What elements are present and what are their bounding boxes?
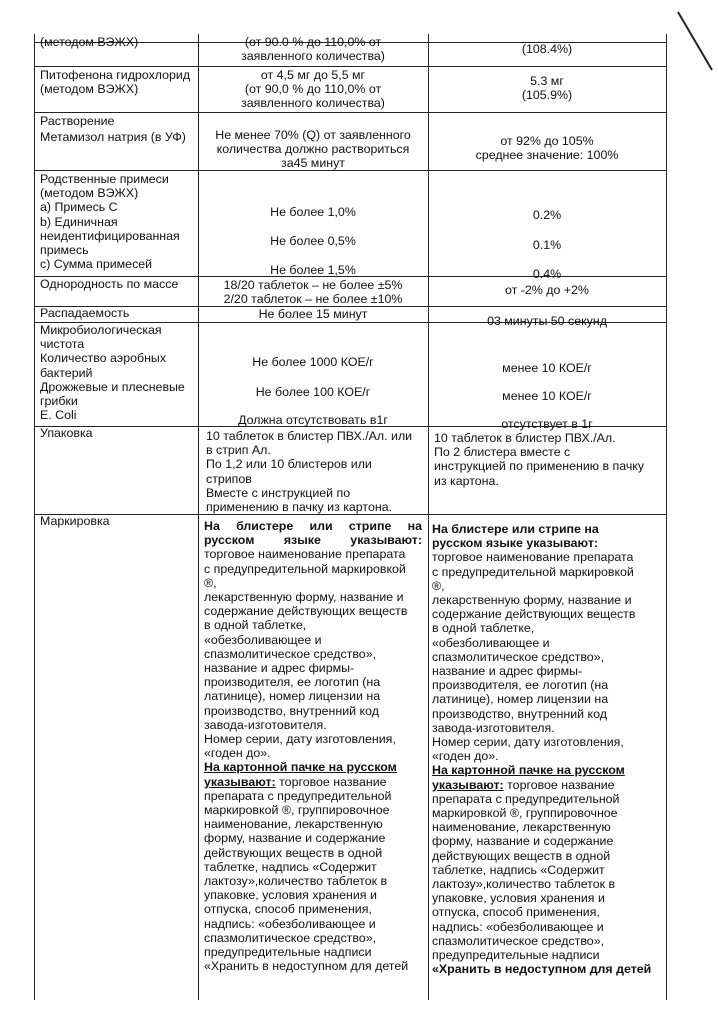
row-impurities-spec-2: Не более 0,5% [270, 234, 356, 248]
row-pitofenone-label: Питофенона гидрохлорид (методом ВЭЖХ) [40, 68, 191, 97]
row-assay-result: (108.4%) [521, 42, 573, 56]
row-assay-spec: (от 90.0 % до 110,0% от заявленного количества) [241, 35, 385, 64]
row-microbiology-spec-1: Не более 1000 КОЕ/г [252, 355, 374, 369]
row-packaging-result: 10 таблеток в блистер ПВХ./Ал. По 2 блистера вместе с инструкцией по применению в пачку из картона. [434, 431, 645, 488]
row-labeling-result: На блистере или стрипе на русском языке указывают: торговое наименование препарата с предупредительной маркировкой ®, лекарственную форму, название и содержание действующих веществ в одной таблетке, «обезболивающее и спазмолитическое средство», название и адрес фирмы- производителя, ее логотип (на латинице), номер лицензии на производство, внутренний код завода-изготовителя. Номер серии, дату изготовления, «годен до». На картонной пачке на русском указывают: торговое название препарата с предупредительной маркировкой ®, группировочное наименование, лекарственную форму, название и содержание действующих веществ в одной таблетке, надпись «Содержит лактозу»,количество таблеток в упаковке, условия хранения и отпуска, способ применения, надпись: «обезболивающее и спазмолитическое средство», предупредительные надписи «Хранить в недоступном для детей [432, 522, 652, 977]
row-microbiology-result-3: отсутствует в 1г [501, 417, 593, 431]
row-microbiology-result-2: менее 10 КОЕ/г [502, 389, 592, 403]
row-uniformity-spec: 18/20 таблеток – не более ±5% 2/20 таблеток – не более ±10% [223, 278, 403, 307]
row-packaging-label: Упаковка [40, 426, 93, 440]
row-microbiology-label: Микробиологическая чистота Количество аэробных бактерий Дрожжевые и плесневые грибки E. Coli [40, 323, 185, 423]
row-uniformity-result: от -2% до +2% [505, 283, 589, 297]
row-dissolution-label: Растворение Метамизол натрия (в УФ) [40, 114, 186, 145]
row-impurities-spec-3: Не более 1,5% [270, 263, 356, 277]
row-dissolution-result: от 92% до 105% среднее значение: 100% [475, 134, 619, 163]
row-impurities-label: Родственные примеси (методом ВЭЖХ) а) Примесь С b) Единичная неидентифицированная примесь с) Сумма примесей [40, 172, 180, 272]
row-disintegration-spec: Не более 15 минут [258, 307, 368, 321]
row-assay-label: (методом ВЭЖХ) [40, 35, 139, 49]
row-microbiology-result-1: менее 10 КОЕ/г [502, 361, 592, 375]
row-labeling-spec: На блистере или стрипе на русском языке указывают: торговое наименование препарата с предупредительной маркировкой ®, лекарственную форму, название и содержание действующих веществ в одной таблетке, «обезболивающее и спазмолитическое средство», название и адрес фирмы- производителя, ее логотип (на латинице), номер лицензии на производство, внутренний код завода-изготовителя. Номер серии, дату изготовления, «годен до». На картонной пачке на русском указывают: торговое название препарата с предупредительной маркировкой ®, группировочное наименование, лекарственную форму, название и содержание действующих веществ в одной таблетке, надпись «Содержит лактозу»,количество таблеток в упаковке, условия хранения и отпуска, способ применения, надпись: «обезболивающее и спазмолитическое средство», предупредительные надписи «Хранить в недоступном для детей [204, 519, 422, 974]
pen-stroke-mark [672, 8, 718, 74]
row-pitofenone-spec: от 4,5 мг до 5,5 мг (от 90,0 % до 110,0% от заявленного количества) [241, 68, 385, 111]
row-dissolution-spec: Не менее 70% (Q) от заявленного количества должно раствориться за45 минут [215, 128, 411, 171]
row-packaging-spec: 10 таблеток в блистер ПВХ./Ал. или в стрип Ал. По 1,2 или 10 блистеров или стрипов Вместе с инструкцией по применению в пачку из картона. [206, 429, 413, 515]
row-labeling-label: Маркировка [40, 514, 110, 528]
row-impurities-result-3: 0.4% [532, 267, 562, 281]
row-impurities-result-1: 0.2% [532, 208, 562, 222]
row-microbiology-spec-3: Должна отсутствовать в1г [238, 413, 388, 427]
row-microbiology-spec-2: Не более 100 КОЕ/г [255, 385, 371, 399]
row-impurities-result-2: 0.1% [532, 238, 562, 252]
row-impurities-spec-1: Не более 1,0% [270, 205, 356, 219]
row-disintegration-result: 03 минуты 50 секунд [487, 314, 607, 328]
row-uniformity-label: Однородность по массе [40, 277, 179, 291]
row-disintegration-label: Распадаемость [40, 306, 130, 320]
row-pitofenone-result: 5.3 мг (105.9%) [521, 74, 573, 103]
